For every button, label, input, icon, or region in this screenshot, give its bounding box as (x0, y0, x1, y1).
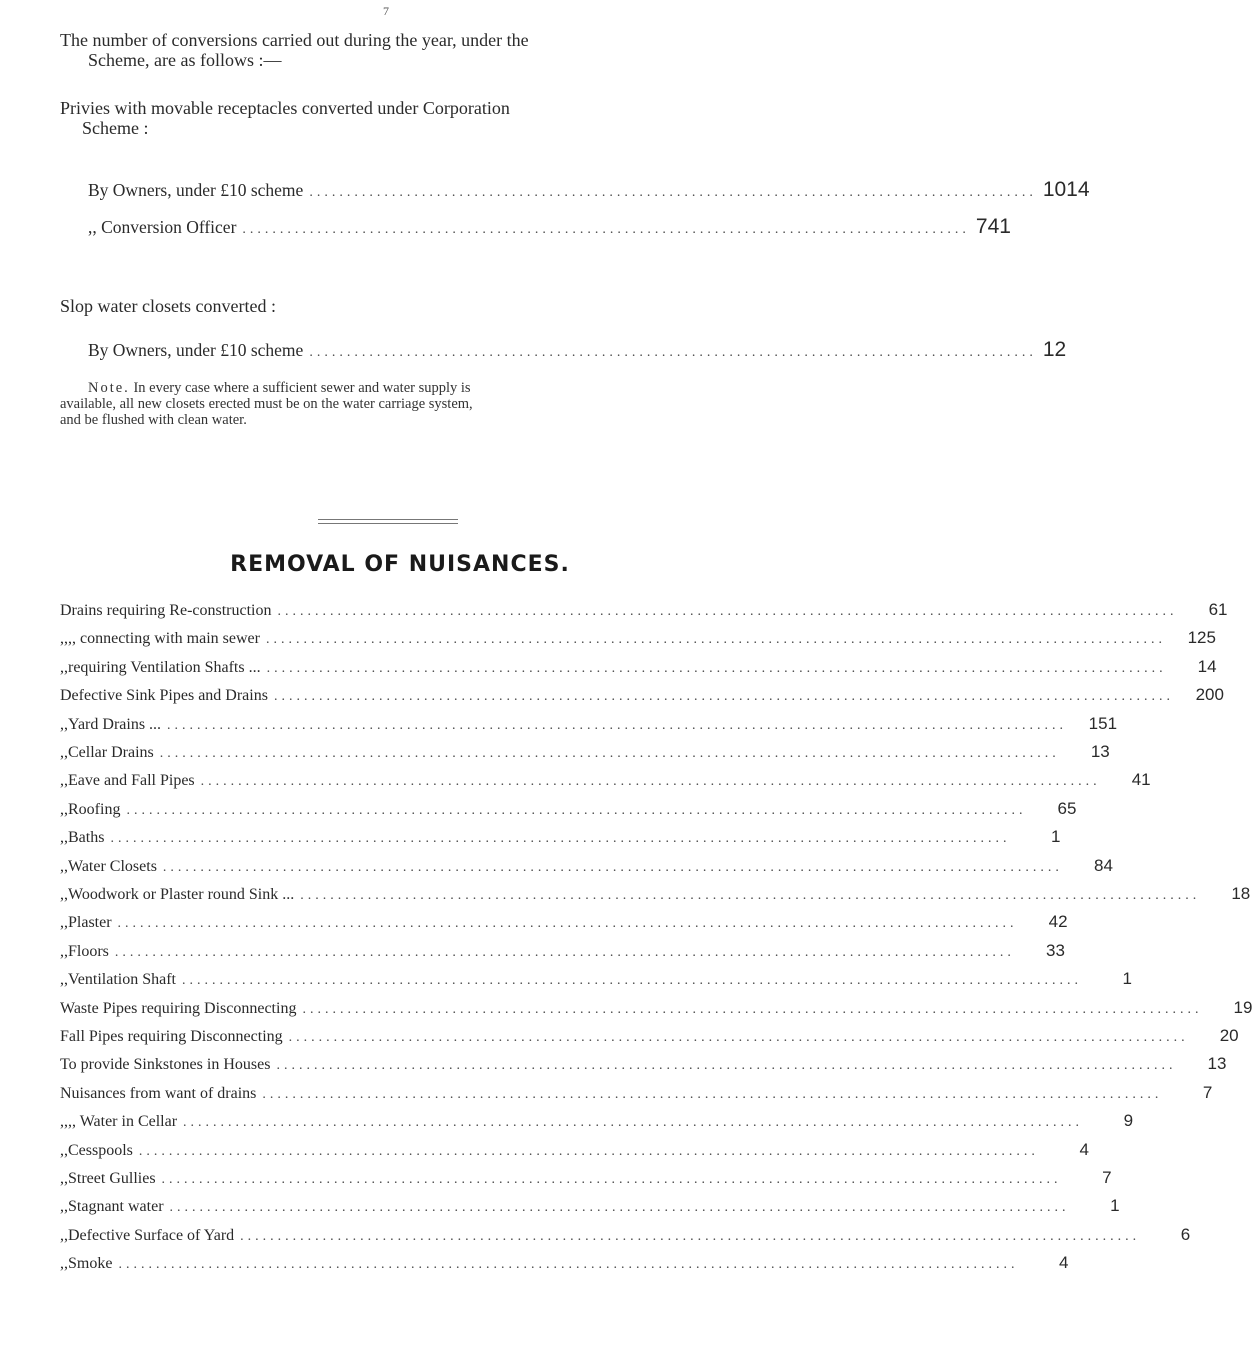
leader-dots: ................................................................................................. (309, 185, 1037, 200)
ditto-mark: ,, (60, 971, 68, 989)
leader-dots: ........................................................................................................................ (169, 1200, 1070, 1216)
nuisance-row (60, 600, 1228, 620)
divider-top (318, 519, 458, 520)
row-value: 84 (1094, 855, 1113, 875)
row-value: 14 (1197, 656, 1217, 676)
row-label: Eave and Fall Pipes (68, 772, 195, 790)
row-label: ,, Water in Cellar (68, 1113, 178, 1131)
row-label: Defective Surface of Yard (68, 1226, 235, 1244)
leader-dots: ........................................................................................................................ (300, 888, 1201, 903)
intro-line-1: The number of conversions carried out during the year, under the (60, 30, 529, 50)
nuisance-row (60, 1253, 1069, 1273)
leader-dots: ................................................................................................. (242, 222, 970, 237)
slop-row-owners (88, 338, 1067, 362)
row-label: requiring Ventilation Shafts ... (68, 658, 261, 676)
nuisance-row (60, 969, 1132, 989)
row-value: 12 (1042, 338, 1067, 361)
row-label: Roofing (68, 800, 121, 818)
note-line-3: and be flushed with clean water. (60, 412, 247, 428)
row-label: Water Closets (68, 857, 157, 875)
note-line-1: In every case where a sufficient sewer and water supply is (133, 380, 471, 396)
ditto-mark: ,, (60, 857, 68, 875)
note-line-2: available, all new closets erected must be on the water carriage system, (60, 396, 473, 412)
leader-dots: ........................................................................................................................ (262, 1086, 1163, 1102)
ditto-mark: ,, (60, 658, 68, 676)
row-label: Smoke (68, 1255, 113, 1273)
leader-dots: ........................................................................................................................ (302, 1001, 1203, 1017)
nuisance-row (60, 997, 1252, 1018)
row-value: 41 (1131, 770, 1151, 790)
nuisance-row (60, 1168, 1112, 1188)
row-value: 61 (1208, 600, 1228, 619)
row-value: 4 (1058, 1253, 1069, 1273)
ditto-mark: ,, (60, 886, 68, 903)
row-label: Defective Sink Pipes and Drains (60, 687, 268, 705)
ditto-mark: ,, (60, 829, 68, 847)
privies-heading (60, 98, 770, 138)
leader-dots: ........................................................................................................................ (161, 1172, 1062, 1187)
ditto-mark: ,, (60, 1226, 68, 1244)
leader-dots: ........................................................................................................................ (266, 660, 1167, 676)
nuisance-row (60, 798, 1077, 819)
intro-line-2: Scheme, are as follows :— (88, 50, 282, 70)
row-value: 151 (1088, 713, 1118, 733)
nuisance-row (60, 1196, 1120, 1216)
row-value: 6 (1180, 1224, 1191, 1244)
ditto-mark: ,, (60, 800, 68, 818)
row-label: Woodwork or Plaster round Sink ... (68, 886, 295, 903)
row-label: Yard Drains ... (68, 715, 162, 733)
row-value: 18 (1231, 884, 1251, 903)
nuisance-row (60, 1082, 1213, 1103)
row-value: 200 (1195, 685, 1224, 705)
row-value: 7 (1102, 1168, 1112, 1187)
leader-dots: ........................................................................................................................ (277, 604, 1178, 619)
row-label: Drains requiring Re-construction (60, 602, 272, 619)
nuisance-row (60, 1111, 1134, 1131)
nuisance-row (60, 656, 1217, 677)
row-value: 42 (1048, 912, 1068, 932)
row-label: Plaster (68, 914, 112, 932)
row-label: Ventilation Shaft (68, 971, 176, 989)
nuisance-row (60, 855, 1113, 876)
row-value: 13 (1090, 742, 1110, 761)
privies-row-owners (88, 178, 1090, 202)
row-label: Nuisances from want of drains (60, 1084, 257, 1102)
row-value: 1 (1050, 827, 1061, 847)
slop-heading: Slop water closets converted : (60, 296, 276, 316)
leader-dots: ........................................................................................................................ (200, 774, 1101, 790)
ditto-mark: ,, (60, 1141, 68, 1159)
leader-dots: ........................................................................................................................ (288, 1030, 1189, 1045)
leader-dots: ........................................................................................................................ (181, 973, 1082, 989)
row-value: 65 (1057, 798, 1077, 818)
leader-dots: ........................................................................................................................ (118, 1257, 1019, 1273)
nuisance-row (60, 1139, 1089, 1160)
leader-dots: ........................................................................................................................ (273, 689, 1174, 705)
row-value: 1014 (1042, 178, 1090, 201)
leader-dots: ........................................................................................................................ (159, 746, 1060, 761)
privies-line-1: Privies with movable receptacles converted under Corporation (60, 98, 510, 118)
nuisance-row (60, 713, 1118, 734)
nuisances-heading: REMOVAL OF NUISANCES. (230, 552, 570, 577)
row-label: Baths (68, 829, 105, 847)
nuisance-row (60, 628, 1216, 648)
row-value: 125 (1187, 628, 1216, 648)
leader-dots: ........................................................................................................................ (240, 1228, 1141, 1244)
leader-dots: ........................................................................................................................ (167, 717, 1068, 733)
ditto-mark: ,, (60, 744, 68, 761)
row-value: 9 (1123, 1111, 1134, 1131)
row-label: Cellar Drains (68, 744, 154, 761)
row-label: Waste Pipes requiring Disconnecting (60, 999, 297, 1017)
nuisance-row (60, 770, 1151, 790)
ditto-mark: ,, (60, 630, 68, 648)
nuisance-row (60, 912, 1068, 932)
leader-dots: ........................................................................................................................ (276, 1058, 1177, 1074)
row-value: 4 (1079, 1139, 1089, 1159)
row-label: ,, connecting with main sewer (68, 630, 260, 648)
row-value: 1 (1122, 969, 1132, 989)
row-value: 19 (1233, 997, 1252, 1017)
row-value: 7 (1202, 1082, 1213, 1102)
ditto-mark: ,, (60, 715, 68, 733)
ditto-mark: ,, (60, 1255, 68, 1273)
row-value: 1 (1110, 1196, 1120, 1216)
ditto-mark: ,, (60, 772, 68, 790)
leader-dots: ........................................................................................................................ (117, 916, 1018, 932)
page-number: 7 (383, 4, 389, 18)
nuisance-row (60, 742, 1110, 762)
leader-dots: ........................................................................................................................ (162, 859, 1063, 875)
row-value: 33 (1045, 940, 1065, 960)
row-label: To provide Sinkstones in Houses (60, 1056, 271, 1074)
row-label: Fall Pipes requiring Disconnecting (60, 1028, 283, 1045)
nuisance-row (60, 1054, 1227, 1074)
nuisance-row (60, 1224, 1191, 1245)
leader-dots: ................................................................................................. (309, 345, 1037, 360)
row-label: Floors (68, 942, 109, 960)
nuisance-row (60, 1026, 1239, 1046)
intro-paragraph (60, 30, 760, 70)
row-label: ,, Conversion Officer (88, 217, 237, 237)
note-paragraph (60, 380, 760, 428)
row-value: 13 (1207, 1054, 1227, 1074)
ditto-mark: ,, (60, 1113, 68, 1131)
row-label: Stagnant water (68, 1198, 164, 1216)
ditto-mark: ,, (60, 1198, 68, 1216)
privies-row-conversion-officer (88, 215, 1011, 239)
note-label: Note. (88, 380, 130, 396)
leader-dots: ........................................................................................................................ (126, 802, 1027, 818)
divider-bottom (318, 523, 458, 524)
nuisance-row (60, 827, 1061, 847)
row-label: By Owners, under £10 scheme (88, 180, 304, 200)
row-label: Street Gullies (68, 1170, 156, 1187)
leader-dots: ........................................................................................................................ (265, 632, 1166, 648)
nuisance-row (60, 884, 1251, 904)
leader-dots: ........................................................................................................................ (138, 1143, 1039, 1159)
ditto-mark: ,, (60, 1170, 68, 1187)
row-value: 20 (1219, 1026, 1239, 1045)
leader-dots: ........................................................................................................................ (114, 944, 1015, 960)
row-label: Cesspools (68, 1141, 133, 1159)
nuisance-row (60, 685, 1224, 705)
ditto-mark: ,, (60, 914, 68, 932)
leader-dots: ........................................................................................................................ (110, 831, 1011, 847)
ditto-mark: ,, (60, 942, 68, 960)
privies-line-2: Scheme : (82, 118, 149, 138)
nuisance-row (60, 940, 1065, 961)
leader-dots: ........................................................................................................................ (183, 1115, 1084, 1131)
row-label: By Owners, under £10 scheme (88, 340, 304, 360)
row-value: 741 (975, 215, 1011, 238)
